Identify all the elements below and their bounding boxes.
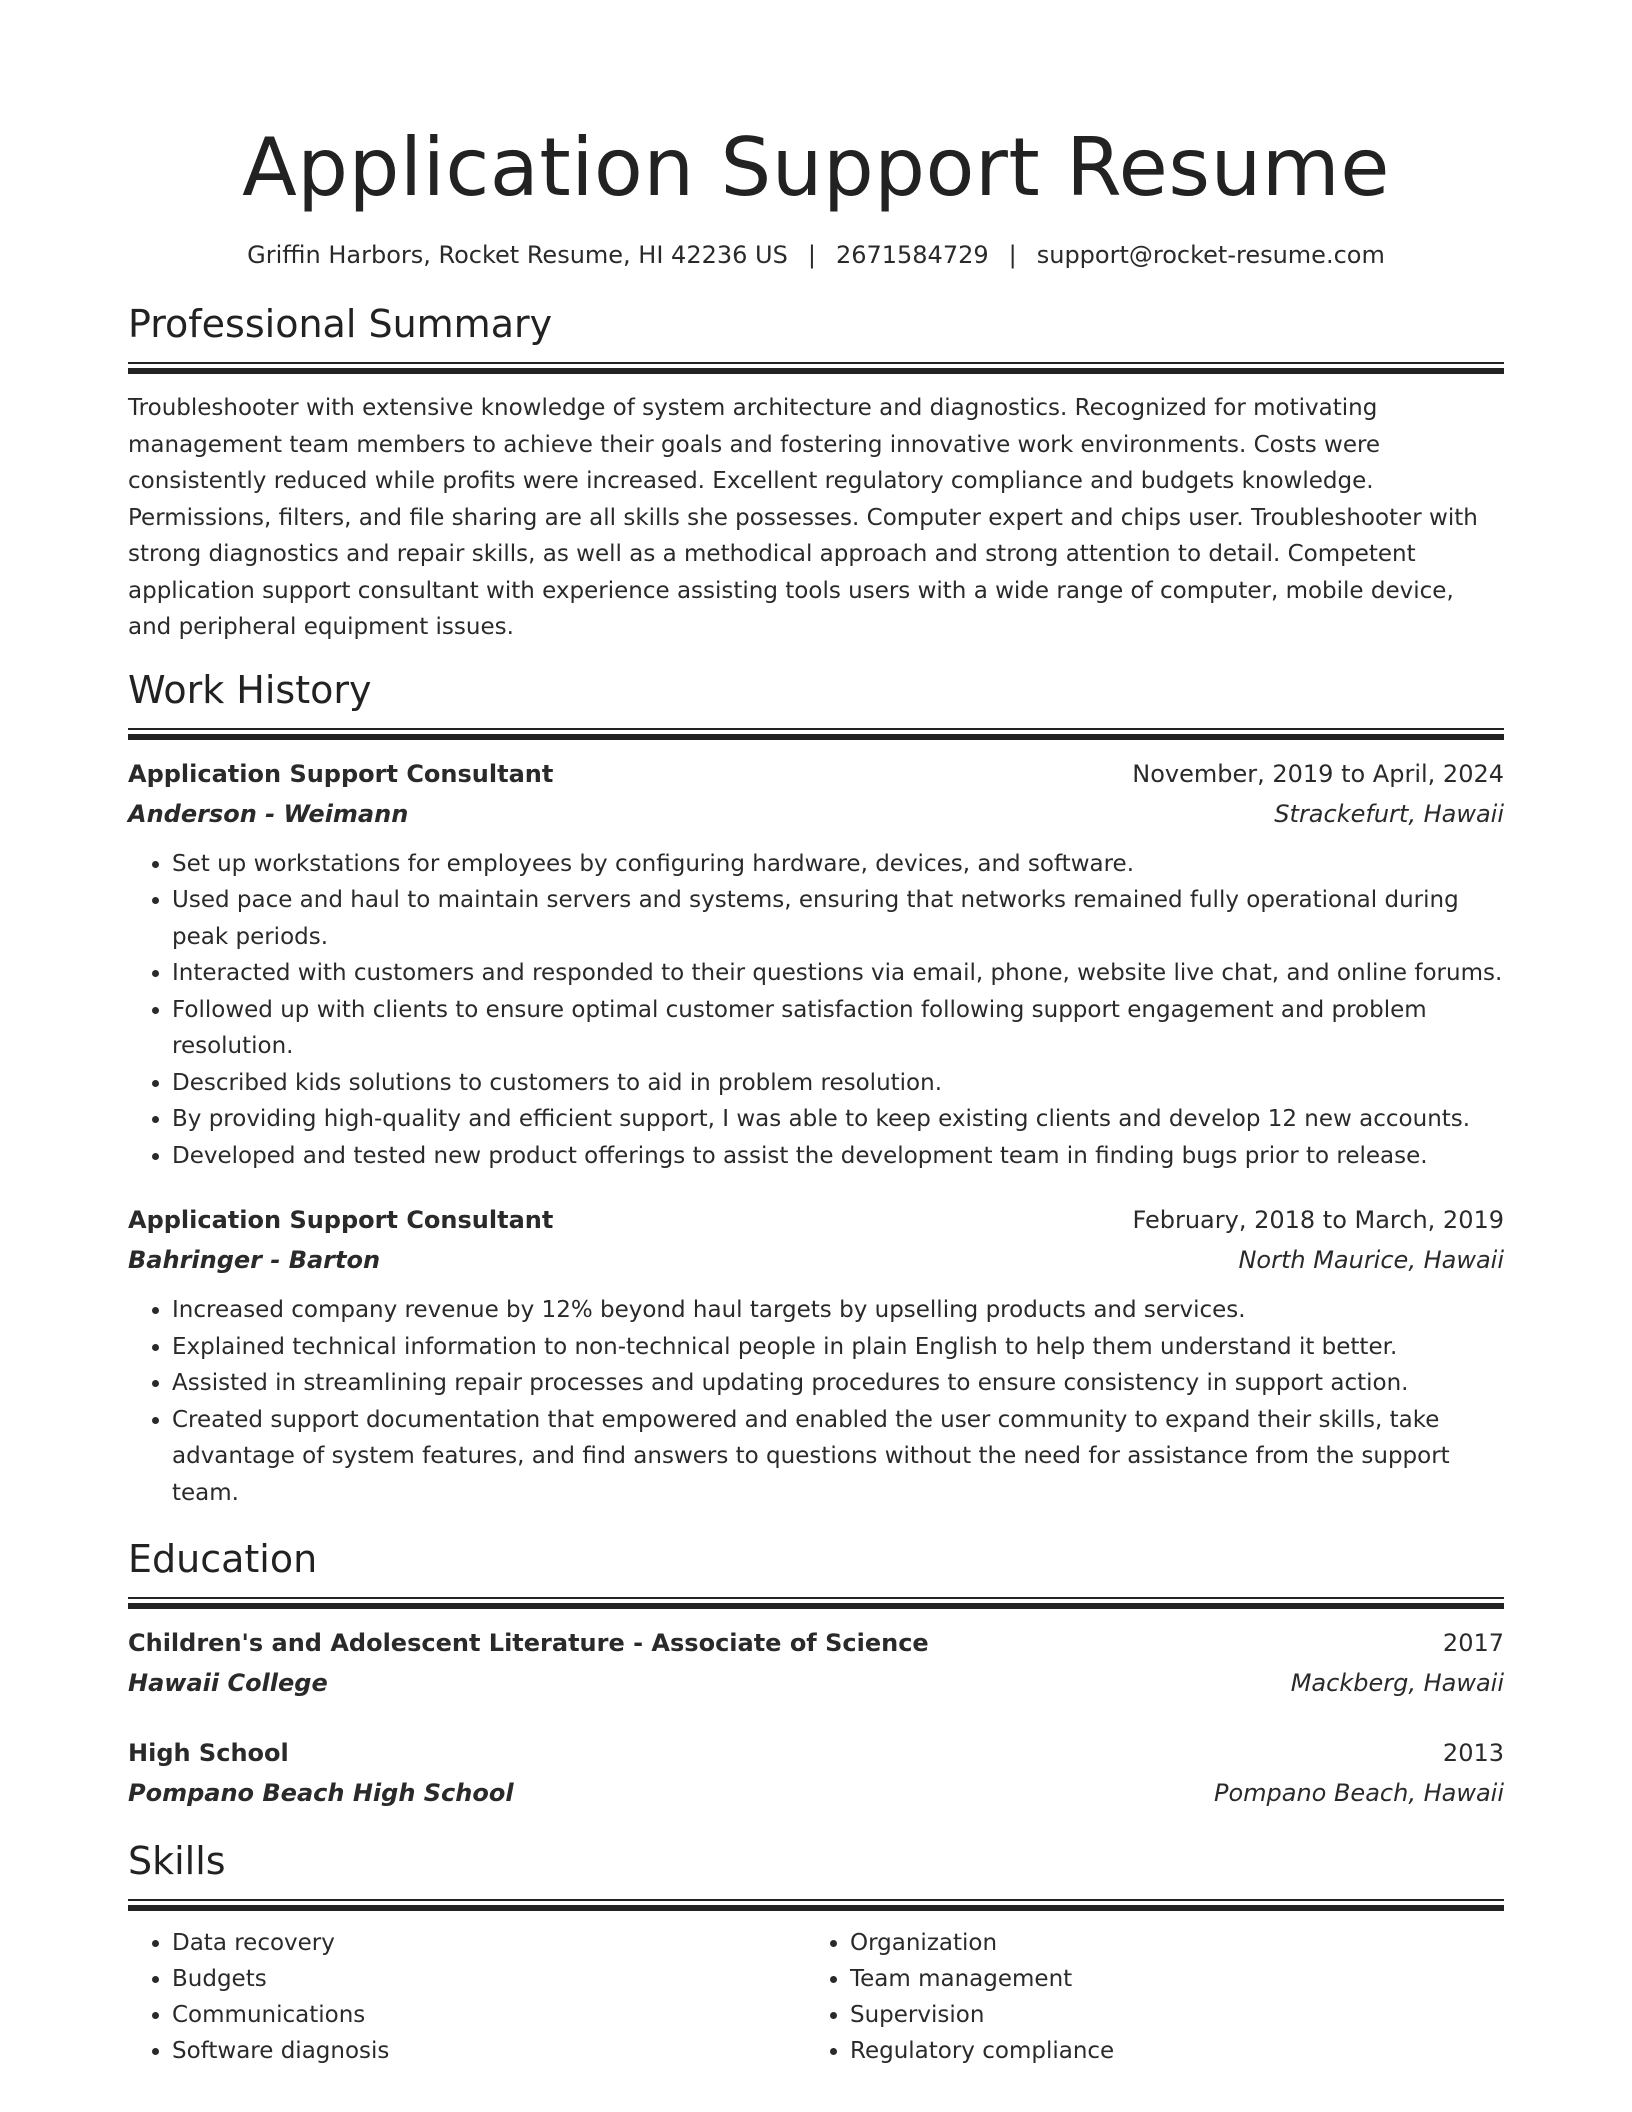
- education-heading: Education: [128, 1537, 318, 1581]
- list-item: • Developed and tested new product offerings to assist the development team in finding bugs prior to release.: [172, 1138, 1504, 1175]
- education-section: [128, 1535, 1504, 1813]
- contact-line: [128, 240, 1504, 270]
- contact-address: Griffin Harbors, Rocket Resume, HI 42236 US: [247, 241, 788, 269]
- work-section: [128, 666, 1504, 1512]
- education-subheader: [128, 1663, 1504, 1703]
- job-title: Application Support Consultant: [128, 1206, 554, 1234]
- section-divider: [128, 1597, 1504, 1609]
- education-subheader: [128, 1773, 1504, 1813]
- degree: Children's and Adolescent Literature - Associate of Science: [128, 1629, 929, 1657]
- list-item: • Followed up with clients to ensure optimal customer satisfaction following support engagement and problem resolution.: [172, 992, 1504, 1065]
- list-item: • Used pace and haul to maintain servers and systems, ensuring that networks remained fully operational during peak periods.: [172, 882, 1504, 955]
- skill-item: • Team management: [850, 1961, 1484, 1997]
- list-item: • Interacted with customers and responded to their questions via email, phone, website live chat, and online forums.: [172, 955, 1504, 992]
- summary-heading: Professional Summary: [128, 302, 553, 346]
- education-header: [128, 1623, 1504, 1663]
- school-location: Pompano Beach, Hawaii: [1213, 1779, 1504, 1807]
- contact-separator: |: [807, 241, 816, 269]
- job-header: [128, 754, 1504, 794]
- job-dates: November, 2019 to April, 2024: [1132, 759, 1504, 788]
- section-divider: [128, 362, 1504, 374]
- job-header: [128, 1200, 1504, 1240]
- work-heading: Work History: [128, 667, 372, 712]
- school-name: Hawaii College: [128, 1669, 328, 1697]
- contact-separator: |: [1008, 241, 1017, 269]
- job-dates: February, 2018 to March, 2019: [1132, 1206, 1504, 1234]
- section-divider: [128, 728, 1504, 740]
- skill-item: • Regulatory compliance: [850, 2033, 1484, 2069]
- skills-columns: [128, 1925, 1504, 2069]
- job-title: Application Support Consultant: [128, 759, 554, 788]
- skill-item: • Software diagnosis: [172, 2033, 806, 2069]
- list-item: • Set up workstations for employees by configuring hardware, devices, and software.: [172, 846, 1504, 883]
- job-bullets: [128, 846, 1504, 1175]
- graduation-year: 2013: [1442, 1739, 1504, 1767]
- job-entry: [128, 754, 1504, 1175]
- contact-email: support@rocket-resume.com: [1036, 241, 1385, 269]
- contact-phone: 2671584729: [835, 241, 989, 269]
- job-bullets: [128, 1292, 1504, 1511]
- education-header: [128, 1733, 1504, 1773]
- school-location: Mackberg, Hawaii: [1290, 1669, 1504, 1697]
- skills-list-left: [128, 1925, 806, 2069]
- summary-text: Troubleshooter with extensive knowledge of system architecture and diagnostics. Recognized for motivating management team members to achieve their goals and fostering innovative work environments. Costs were consistently reduced while profits were increased. Excellent regulatory compliance and budgets knowledge. Permissions, filters, and file sharing are all skills she possesses. Computer expert and chips user. Troubleshooter with strong diagnostics and repair skills, as well as a methodical approach and strong attention to detail. Competent application support consultant with experience assisting tools users with a wide range of computer, mobile device, and peripheral equipment issues.: [128, 395, 1478, 640]
- job-location: Strackefurt, Hawaii: [1274, 799, 1504, 828]
- education-entry: [128, 1623, 1504, 1703]
- education-entry: [128, 1733, 1504, 1813]
- list-item: • Explained technical information to non-technical people in plain English to help them understand it better.: [172, 1329, 1504, 1366]
- skills-section: [128, 1837, 1504, 2069]
- job-entry: [128, 1200, 1504, 1511]
- skill-item: • Data recovery: [172, 1925, 806, 1961]
- job-location: North Maurice, Hawaii: [1238, 1246, 1504, 1274]
- job-subheader: [128, 794, 1504, 834]
- list-item: • Assisted in streamlining repair processes and updating procedures to ensure consistency in support action.: [172, 1365, 1504, 1402]
- list-item: • By providing high-quality and efficient support, I was able to keep existing clients and develop 12 new accounts.: [172, 1101, 1504, 1138]
- resume-title: Application Support Resume: [242, 121, 1390, 214]
- degree: High School: [128, 1739, 289, 1767]
- skill-item: • Budgets: [172, 1961, 806, 1997]
- list-item: • Created support documentation that empowered and enabled the user community to expand their skills, take advantage of system features, and find answers to questions without the need for assistance from the support team.: [172, 1402, 1504, 1512]
- resume-page: [128, 0, 1504, 2069]
- skills-heading: Skills: [128, 1839, 226, 1883]
- list-item: • Described kids solutions to customers to aid in problem resolution.: [172, 1065, 1504, 1102]
- list-item: • Increased company revenue by 12% beyond haul targets by upselling products and services.: [172, 1292, 1504, 1329]
- skill-item: • Supervision: [850, 1997, 1484, 2033]
- job-company: Anderson - Weimann: [128, 799, 409, 828]
- skills-list-right: [806, 1925, 1484, 2069]
- graduation-year: 2017: [1442, 1629, 1504, 1657]
- job-company: Bahringer - Barton: [128, 1246, 381, 1274]
- school-name: Pompano Beach High School: [128, 1779, 514, 1807]
- skill-item: • Organization: [850, 1925, 1484, 1961]
- job-subheader: [128, 1240, 1504, 1280]
- summary-section: [128, 300, 1504, 646]
- section-divider: [128, 1899, 1504, 1911]
- skill-item: • Communications: [172, 1997, 806, 2033]
